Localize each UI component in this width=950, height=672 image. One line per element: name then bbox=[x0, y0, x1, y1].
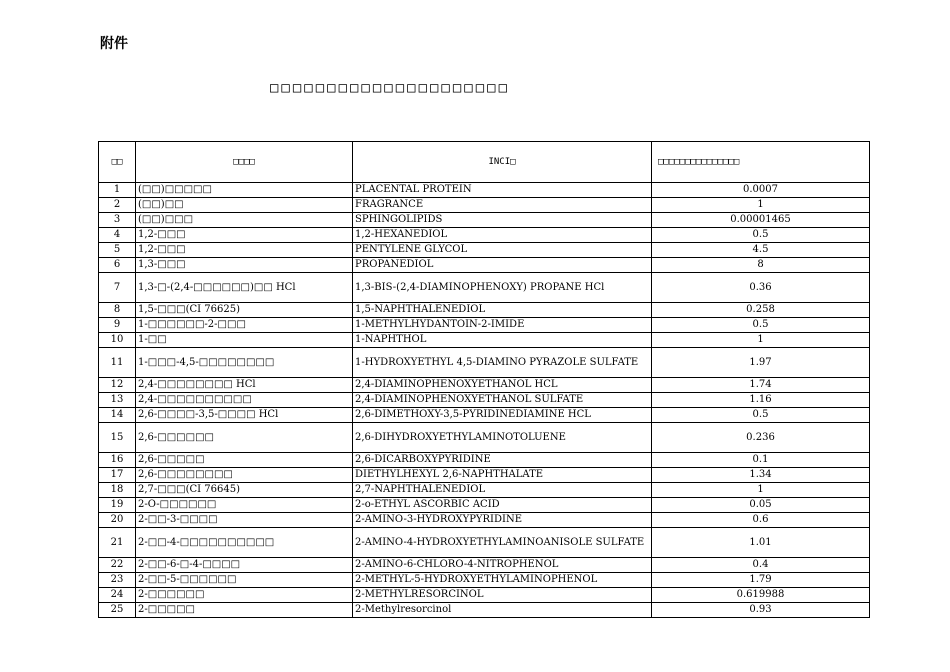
cell-inci: 2,7-NAPHTHALENEDIOL bbox=[353, 483, 652, 498]
cell-max: 1 bbox=[652, 483, 870, 498]
cell-inci: 1,3-BIS-(2,4-DIAMINOPHENOXY) PROPANE HCl bbox=[353, 273, 652, 303]
cell-no: 5 bbox=[99, 243, 136, 258]
table-body bbox=[99, 183, 870, 618]
cell-max: 1.34 bbox=[652, 468, 870, 483]
cell-name: 2-□□-5-□□□□□□ bbox=[136, 573, 353, 588]
cell-inci: 2-Methylresorcinol bbox=[353, 603, 652, 618]
cell-max: 0.5 bbox=[652, 228, 870, 243]
cell-max: 1.97 bbox=[652, 348, 870, 378]
cell-name: 1,2-□□□ bbox=[136, 243, 353, 258]
cell-max: 0.1 bbox=[652, 453, 870, 468]
cell-no: 14 bbox=[99, 408, 136, 423]
cell-name: 1-□□ bbox=[136, 333, 353, 348]
cell-name: 1,3-□-(2,4-□□□□□□)□□ HCl bbox=[136, 273, 353, 303]
table-row bbox=[99, 588, 870, 603]
cell-no: 21 bbox=[99, 528, 136, 558]
cell-name: 1,2-□□□ bbox=[136, 228, 353, 243]
cell-name: 1,5-□□□(CI 76625) bbox=[136, 303, 353, 318]
cell-inci: DIETHYLHEXYL 2,6-NAPHTHALATE bbox=[353, 468, 652, 483]
cell-inci: 2,6-DIHYDROXYETHYLAMINOTOLUENE bbox=[353, 423, 652, 453]
cell-inci: 2,4-DIAMINOPHENOXYETHANOL HCL bbox=[353, 378, 652, 393]
cell-max: 0.619988 bbox=[652, 588, 870, 603]
cell-name: 2-□□□□□□ bbox=[136, 588, 353, 603]
cell-no: 2 bbox=[99, 198, 136, 213]
column-header-max: □□□□□□□□□□□□□□□ bbox=[652, 142, 870, 183]
cell-max: 0.5 bbox=[652, 318, 870, 333]
cell-name: 1,3-□□□ bbox=[136, 258, 353, 273]
cell-no: 10 bbox=[99, 333, 136, 348]
table-row bbox=[99, 423, 870, 453]
cell-name: (□□)□□ bbox=[136, 198, 353, 213]
cell-no: 20 bbox=[99, 513, 136, 528]
table-row bbox=[99, 213, 870, 228]
cell-max: 0.5 bbox=[652, 408, 870, 423]
cell-inci: 2-o-ETHYL ASCORBIC ACID bbox=[353, 498, 652, 513]
cell-name: (□□)□□□□□ bbox=[136, 183, 353, 198]
cell-max: 0.6 bbox=[652, 513, 870, 528]
cell-max: 8 bbox=[652, 258, 870, 273]
cell-name: 1-□□□□□□-2-□□□ bbox=[136, 318, 353, 333]
cell-max: 1.79 bbox=[652, 573, 870, 588]
cell-inci: 1-HYDROXYETHYL 4,5-DIAMINO PYRAZOLE SULFATE bbox=[353, 348, 652, 378]
table-row bbox=[99, 603, 870, 618]
table-row bbox=[99, 408, 870, 423]
cell-max: 0.4 bbox=[652, 558, 870, 573]
cell-no: 6 bbox=[99, 258, 136, 273]
table-row bbox=[99, 453, 870, 468]
table-row bbox=[99, 183, 870, 198]
table-row bbox=[99, 198, 870, 213]
column-header-no: □□ bbox=[99, 142, 136, 183]
cell-no: 9 bbox=[99, 318, 136, 333]
table-row bbox=[99, 348, 870, 378]
table-row bbox=[99, 528, 870, 558]
cell-inci: 1,5-NAPHTHALENEDIOL bbox=[353, 303, 652, 318]
cell-max: 0.93 bbox=[652, 603, 870, 618]
cell-no: 18 bbox=[99, 483, 136, 498]
cell-no: 23 bbox=[99, 573, 136, 588]
cell-no: 17 bbox=[99, 468, 136, 483]
cell-no: 7 bbox=[99, 273, 136, 303]
cell-name: 2-□□-3-□□□□ bbox=[136, 513, 353, 528]
cell-inci: SPHINGOLIPIDS bbox=[353, 213, 652, 228]
cell-max: 1 bbox=[652, 198, 870, 213]
cell-name: 2,6-□□□□□ bbox=[136, 453, 353, 468]
table-row bbox=[99, 483, 870, 498]
table-row bbox=[99, 303, 870, 318]
cell-name: 2-□□□□□ bbox=[136, 603, 353, 618]
cell-name: 2-□□-4-□□□□□□□□□□ bbox=[136, 528, 353, 558]
table-row bbox=[99, 468, 870, 483]
cell-no: 4 bbox=[99, 228, 136, 243]
cell-inci: FRAGRANCE bbox=[353, 198, 652, 213]
attachment-label: 附件 bbox=[100, 36, 128, 52]
document-title: □□□□□□□□□□□□□□□□□□□□□ bbox=[270, 80, 511, 96]
column-header-inci: INCI□ bbox=[353, 142, 652, 183]
table-row bbox=[99, 573, 870, 588]
cell-name: 2,6-□□□□□□□□ bbox=[136, 468, 353, 483]
cell-inci: 2-METHYL-5-HYDROXYETHYLAMINOPHENOL bbox=[353, 573, 652, 588]
table-row bbox=[99, 243, 870, 258]
cell-no: 15 bbox=[99, 423, 136, 453]
cell-inci: 1-NAPHTHOL bbox=[353, 333, 652, 348]
cell-max: 0.05 bbox=[652, 498, 870, 513]
cell-max: 0.00001465 bbox=[652, 213, 870, 228]
cell-inci: 2-AMINO-3-HYDROXYPYRIDINE bbox=[353, 513, 652, 528]
cell-inci: PROPANEDIOL bbox=[353, 258, 652, 273]
cell-no: 11 bbox=[99, 348, 136, 378]
cell-no: 1 bbox=[99, 183, 136, 198]
table-row bbox=[99, 258, 870, 273]
cell-inci: 2,6-DIMETHOXY-3,5-PYRIDINEDIAMINE HCL bbox=[353, 408, 652, 423]
cell-max: 0.36 bbox=[652, 273, 870, 303]
cell-no: 22 bbox=[99, 558, 136, 573]
cell-max: 1.01 bbox=[652, 528, 870, 558]
cell-max: 0.258 bbox=[652, 303, 870, 318]
cell-name: 2,6-□□□□-3,5-□□□□ HCl bbox=[136, 408, 353, 423]
cell-inci: 1,2-HEXANEDIOL bbox=[353, 228, 652, 243]
cell-inci: 2,4-DIAMINOPHENOXYETHANOL SULFATE bbox=[353, 393, 652, 408]
table-row bbox=[99, 228, 870, 243]
cell-inci: 1-METHYLHYDANTOIN-2-IMIDE bbox=[353, 318, 652, 333]
cell-no: 24 bbox=[99, 588, 136, 603]
ingredient-table bbox=[98, 141, 870, 618]
table-row bbox=[99, 318, 870, 333]
cell-name: 2-□□-6-□-4-□□□□ bbox=[136, 558, 353, 573]
cell-name: 2,4-□□□□□□□□ HCl bbox=[136, 378, 353, 393]
cell-inci: 2-METHYLRESORCINOL bbox=[353, 588, 652, 603]
cell-name: 2,6-□□□□□□ bbox=[136, 423, 353, 453]
table-row bbox=[99, 498, 870, 513]
cell-max: 0.236 bbox=[652, 423, 870, 453]
cell-inci: 2,6-DICARBOXYPYRIDINE bbox=[353, 453, 652, 468]
cell-name: 2-O-□□□□□□ bbox=[136, 498, 353, 513]
cell-no: 3 bbox=[99, 213, 136, 228]
cell-inci: 2-AMINO-6-CHLORO-4-NITROPHENOL bbox=[353, 558, 652, 573]
cell-no: 8 bbox=[99, 303, 136, 318]
table-row bbox=[99, 273, 870, 303]
cell-max: 0.0007 bbox=[652, 183, 870, 198]
cell-max: 4.5 bbox=[652, 243, 870, 258]
table-row bbox=[99, 378, 870, 393]
cell-inci: 2-AMINO-4-HYDROXYETHYLAMINOANISOLE SULFATE bbox=[353, 528, 652, 558]
cell-name: 2,7-□□□(CI 76645) bbox=[136, 483, 353, 498]
cell-max: 1.16 bbox=[652, 393, 870, 408]
cell-max: 1.74 bbox=[652, 378, 870, 393]
cell-no: 16 bbox=[99, 453, 136, 468]
column-header-name: □□□□ bbox=[136, 142, 353, 183]
table-row bbox=[99, 393, 870, 408]
table-header-row bbox=[99, 142, 870, 183]
cell-max: 1 bbox=[652, 333, 870, 348]
table-row bbox=[99, 558, 870, 573]
cell-no: 12 bbox=[99, 378, 136, 393]
cell-name: 2,4-□□□□□□□□□□ bbox=[136, 393, 353, 408]
cell-no: 25 bbox=[99, 603, 136, 618]
cell-inci: PENTYLENE GLYCOL bbox=[353, 243, 652, 258]
cell-name: 1-□□□-4,5-□□□□□□□□ bbox=[136, 348, 353, 378]
cell-inci: PLACENTAL PROTEIN bbox=[353, 183, 652, 198]
cell-no: 13 bbox=[99, 393, 136, 408]
table-row bbox=[99, 333, 870, 348]
cell-name: (□□)□□□ bbox=[136, 213, 353, 228]
cell-no: 19 bbox=[99, 498, 136, 513]
table-row bbox=[99, 513, 870, 528]
